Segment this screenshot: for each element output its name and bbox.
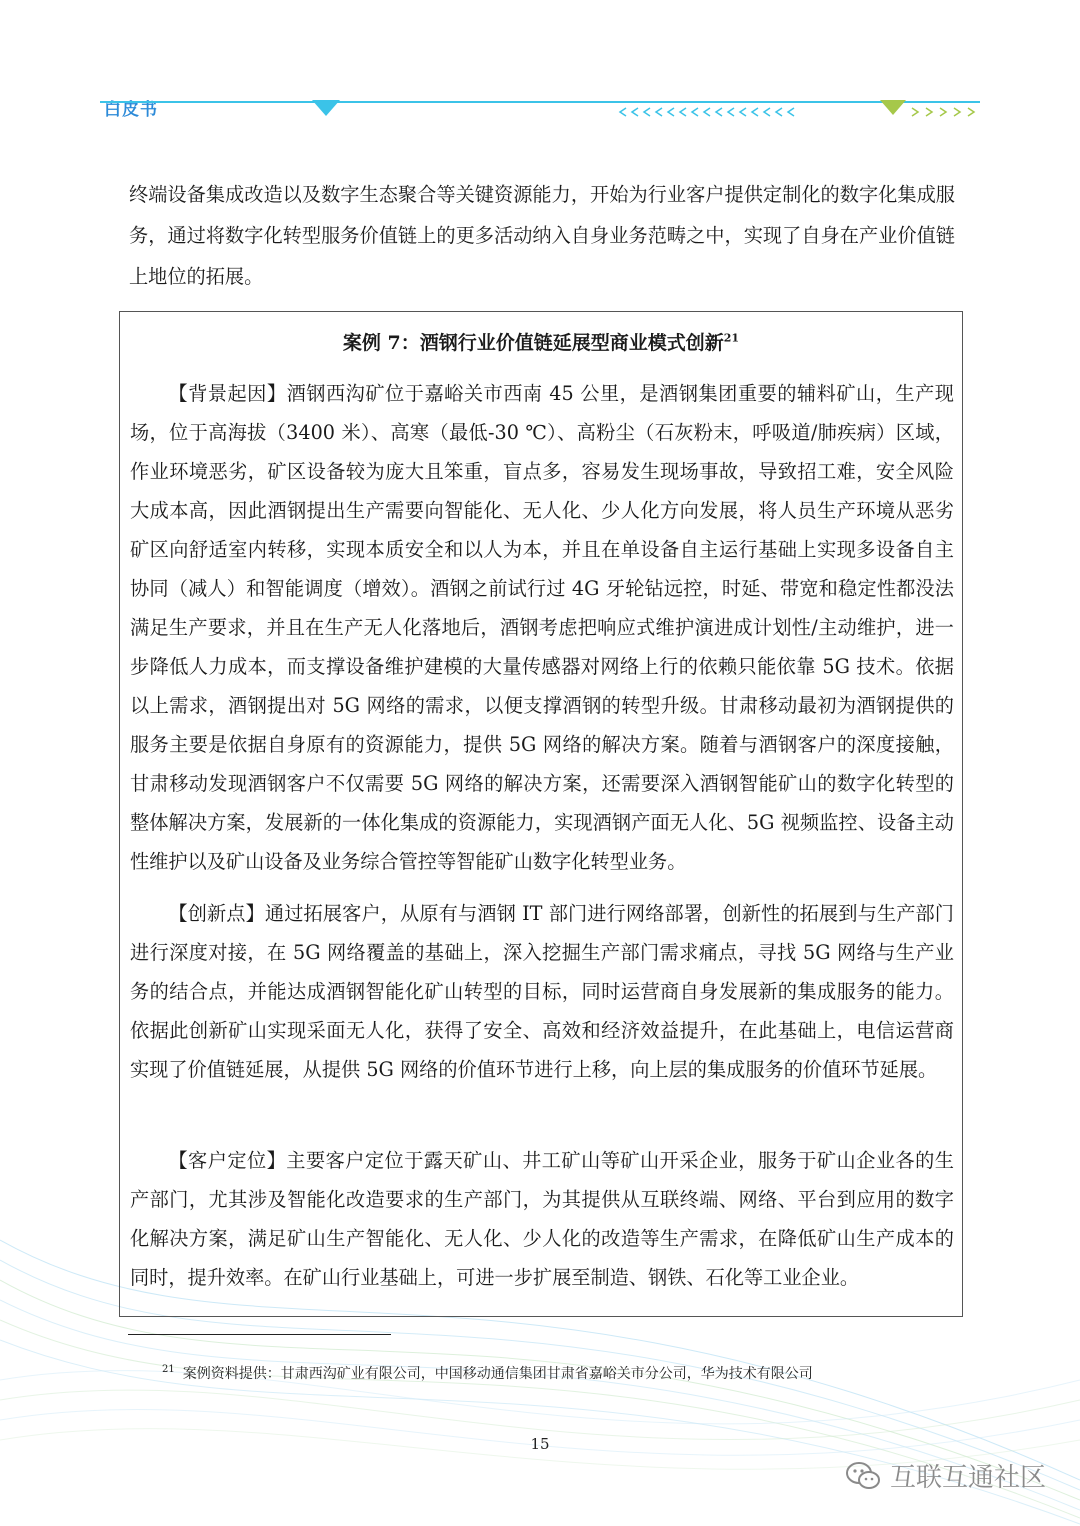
case-paragraph-innovation: 【创新点】通过拓展客户，从原有与酒钢 IT 部门进行网络部署，创新性的拓展到与生产部门进行深度对接，在 5G 网络覆盖的基础上，深入挖掘生产部门需求痛点，寻找 5G 网络与生产业务的结合点，并能达成酒钢智能化矿山转型的目标，同时运营商自身发展新的集成服务的能力。依据此创新矿山实现采面无人化，获得了安全、高效和经济效益提升，在此基础上，电信运营商实现了价值链延展，从提供 5G 网络的价值环节进行上移，向上层的集成服务的价值环节延展。: [130, 902, 954, 1081]
case-paragraph-background: 【背景起因】酒钢西沟矿位于嘉峪关市西南 45 公里，是酒钢集团重要的辅料矿山，生产现场，位于高海拔（3400 米）、高寒（最低-30 ℃）、高粉尘（石灰粉末，呼吸道/肺疾病）区域，作业环境恶劣，矿区设备较为庞大且笨重，盲点多，容易发生现场事故，导致招工难，安全风险大成本高，因此酒钢提出生产需要向智能化、无人化、少人化方向发展，将人员生产环境从恶劣矿区向舒适室内转移，实现本质安全和以人为本，并且在单设备自主运行基础上实现多设备自主协同（减人）和智能调度（增效）。酒钢之前试行过 4G 牙轮钻远控，时延、带宽和稳定性都没法满足生产要求，并且在生产无人化落地后，酒钢考虑把响应式维护演进成计划性/主动维护，进一步降低人力成本，而支撑设备维护建模的大量传感器对网络上行的依赖只能依靠 5G 技术。依据以上需求，酒钢提出对 5G 网络的需求，以便支撑酒钢的转型升级。甘肃移动最初为酒钢提供的服务主要是依据自身原有的资源能力，提供 5G 网络的解决方案。随着与酒钢客户的深度接触，甘肃移动发现酒钢客户不仅需要 5G 网络的解决方案，还需要深入酒钢智能矿山的数字化转型的整体解决方案，发展新的一体化集成的资源能力，实现酒钢产面无人化、5G 视频监控、设备主动性维护以及矿山设备及业务综合管控等智能矿山数字化转型业务。: [130, 382, 954, 873]
watermark-text: 互联互通社区: [890, 1463, 1047, 1493]
footnote-separator: [128, 1334, 391, 1335]
case-title-footnote-ref: 21: [723, 331, 740, 345]
footnote-number: 21: [162, 1364, 175, 1376]
page-number: 15: [530, 1435, 550, 1453]
case-box: [119, 311, 963, 1317]
header-decoration: [100, 98, 980, 122]
footnote-text: 案例资料提供：甘肃西沟矿业有限公司，中国移动通信集团甘肃省嘉峪关市分公司，华为技术有限公司: [182, 1366, 813, 1382]
wechat-icon: [846, 1461, 880, 1491]
footnote: [162, 1363, 813, 1383]
case-title: [120, 328, 962, 355]
case-title-text: 案例 7：酒钢行业价值链延展型商业模式创新: [342, 332, 724, 354]
header-label: 白皮书: [104, 100, 158, 120]
case-paragraph-customer: 【客户定位】主要客户定位于露天矿山、井工矿山等矿山开采企业，服务于矿山企业各的生产部门，尤其涉及智能化改造要求的生产部门，为其提供从互联终端、网络、平台到应用的数字化解决方案，满足矿山生产智能化、无人化、少人化的改造等生产需求，在降低矿山生产成本的同时，提升效率。在矿山行业基础上，可进一步扩展至制造、钢铁、石化等工业企业。: [130, 1149, 954, 1289]
watermark: [846, 1457, 1046, 1494]
intro-paragraph: 终端设备集成改造以及数字生态聚合等关键资源能力，开始为行业客户提供定制化的数字化集成服务，通过将数字化转型服务价值链上的更多活动纳入自身业务范畴之中，实现了自身在产业价值链上地位的拓展。: [129, 183, 955, 288]
